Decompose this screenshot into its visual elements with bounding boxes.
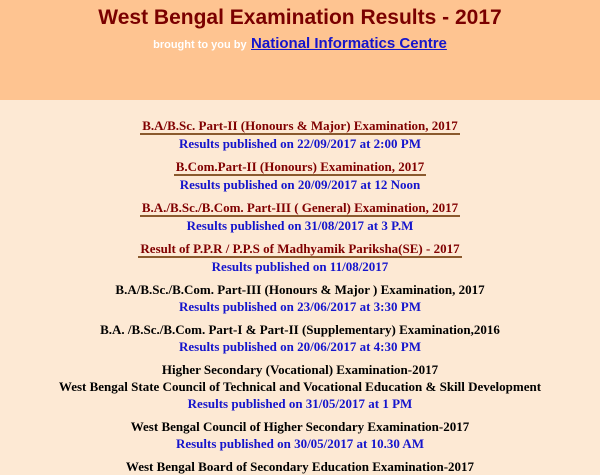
publish-date: Results published on 30/05/2017 at 10.30 AM	[175, 436, 425, 451]
publish-date: Results published on 22/09/2017 at 2:00 PM	[179, 136, 421, 151]
results-list	[0, 100, 600, 475]
exam-title: West Bengal Council of Higher Secondary Examination-2017	[130, 419, 470, 434]
exam-link[interactable]: B.Com.Part-II (Honours) Examination, 2017	[175, 159, 425, 174]
page-title: West Bengal Examination Results - 2017	[98, 6, 502, 29]
publish-date: Results published on 31/08/2017 at 3 P.M	[186, 218, 414, 233]
publish-date: Results published on 20/09/2017 at 12 Noon	[179, 177, 421, 192]
result-entry	[0, 321, 600, 355]
publish-date: Results published on 23/06/2017 at 3:30 PM	[179, 299, 421, 314]
credit-line	[0, 34, 600, 55]
exam-title: Higher Secondary (Vocational) Examination-2017	[161, 362, 439, 377]
result-entry	[0, 240, 600, 275]
result-entry	[0, 158, 600, 193]
publish-date: Results published on 11/08/2017	[211, 259, 389, 274]
exam-link[interactable]: B.A/B.Sc. Part-II (Honours & Major) Examination, 2017	[142, 118, 458, 133]
publish-date: Results published on 31/05/2017 at 1 PM	[187, 396, 413, 411]
exam-link[interactable]: Result of P.P.R / P.P.S of Madhyamik Pariksha(SE) - 2017	[140, 241, 460, 256]
result-entry	[0, 458, 600, 475]
exam-title: B.A. /B.Sc./B.Com. Part-I & Part-II (Supplementary) Examination,2016	[100, 322, 500, 337]
exam-link[interactable]: B.A./B.Sc./B.Com. Part-III ( General) Examination, 2017	[141, 200, 459, 215]
exam-title: B.A/B.Sc./B.Com. Part-III (Honours & Major ) Examination, 2017	[115, 282, 485, 297]
exam-title: West Bengal Board of Secondary Education Examination-2017	[125, 459, 475, 474]
publish-date: Results published on 20/06/2017 at 4:30 PM	[179, 339, 421, 354]
nic-link[interactable]: National Informatics Centre	[251, 35, 447, 52]
page-header	[0, 0, 600, 100]
result-entry	[0, 199, 600, 234]
result-entry	[0, 361, 600, 412]
exam-council: West Bengal State Council of Technical and Vocational Education & Skill Development	[58, 379, 542, 394]
brought-to-you-text: brought to you by	[153, 39, 247, 51]
result-entry	[0, 117, 600, 152]
result-entry	[0, 418, 600, 452]
result-entry	[0, 281, 600, 315]
